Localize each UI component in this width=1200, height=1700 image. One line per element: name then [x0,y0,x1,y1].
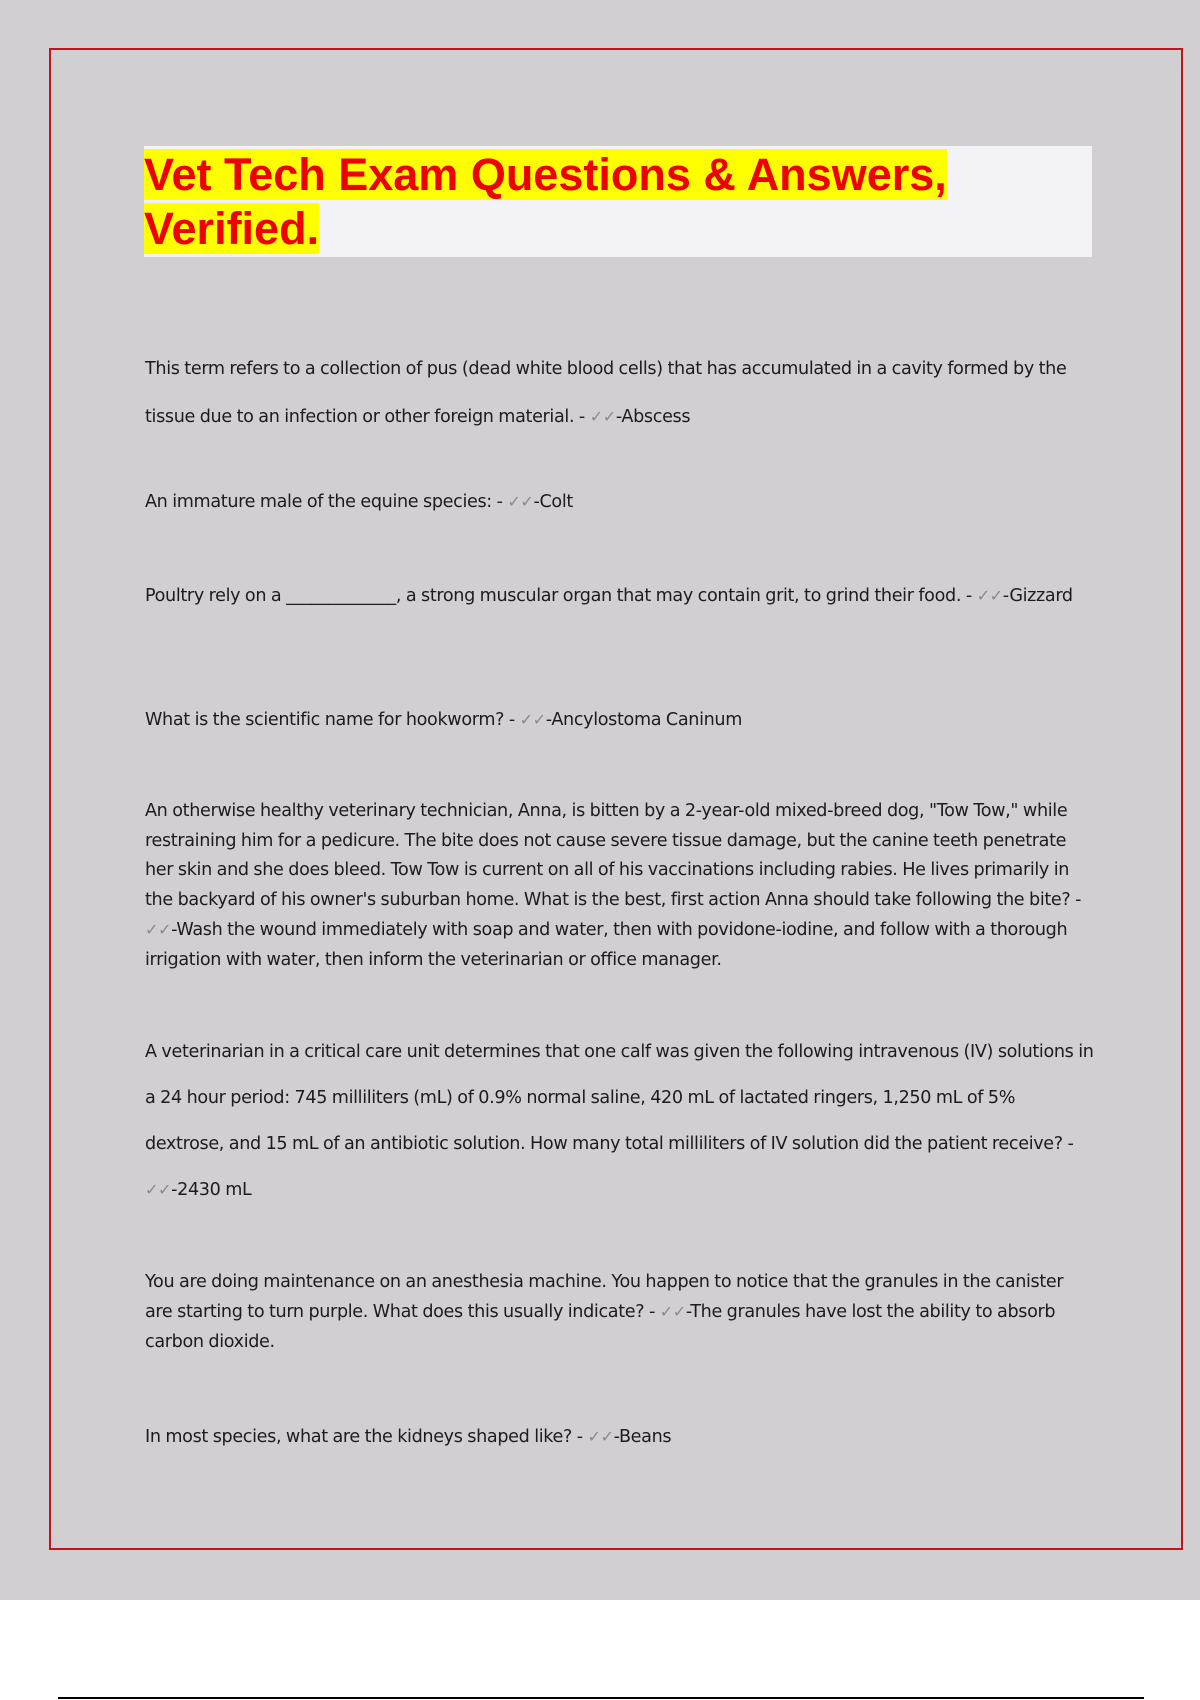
question-text: In most species, what are the kidneys shaped like? - [145,1427,583,1447]
answer-text: -Beans [613,1427,672,1447]
double-check-icon: ✓✓ [145,920,172,939]
question-text: A veterinarian in a critical care unit determines that one calf was given the following intravenous (IV) solutions in a 24 hour period: 745 milliliters (mL) of 0.9% normal saline, 420 mL of lactated ringers, 1,250 mL of 5% dextrose, and 15 mL of an antibiotic solution. How many total milliliters of IV solution did the patient receive? - [145,1042,1094,1154]
qa-item-hookworm [145,707,1095,733]
qa-item-gizzard [145,581,1095,611]
question-text: This term refers to a collection of pus (dead white blood cells) that has accumulated in a cavity formed by the tissue due to an infection or other foreign material. - [145,359,1067,427]
document-title [144,148,1084,256]
answer-text: -Ancylostoma Caninum [545,710,743,730]
question-text: Poultry rely on a _____________, a strong muscular organ that may contain grit, to grind their food. - [145,586,972,606]
double-check-icon: ✓✓ [587,1427,614,1446]
qa-item-dog-bite [145,797,1095,975]
answer-text: -2430 mL [171,1180,252,1200]
double-check-icon: ✓✓ [145,1180,172,1199]
answer-text: -The granules have lost the ability to absorb carbon dioxide. [145,1302,1056,1352]
double-check-icon: ✓✓ [589,407,616,426]
qa-item-colt [145,489,1095,515]
qa-item-abscess [145,345,1095,441]
question-text: You are doing maintenance on an anesthesia machine. You happen to notice that the granules in the canister are starting to turn purple. What does this usually indicate? - [145,1272,1064,1322]
answer-text: -Wash the wound immediately with soap and water, then with povidone-iodine, and follow with a thorough irrigation with water, then inform the veterinarian or office manager. [145,920,1068,970]
bottom-rule [58,1697,1144,1699]
qa-item-anesthesia [145,1267,1095,1357]
question-text: An immature male of the equine species: - [145,492,503,512]
answer-text: -Colt [533,492,573,512]
double-check-icon: ✓✓ [507,492,534,511]
question-text: What is the scientific name for hookworm? - [145,710,515,730]
double-check-icon: ✓✓ [976,586,1003,605]
answer-text: -Abscess [615,407,691,427]
double-check-icon: ✓✓ [659,1302,686,1321]
title-highlight: Vet Tech Exam Questions & Answers, Verified. [144,149,947,254]
answer-text: -Gizzard [1002,586,1073,606]
qa-item-iv-solution [145,1029,1095,1213]
double-check-icon: ✓✓ [519,710,546,729]
qa-item-kidneys [145,1424,1095,1450]
question-text: An otherwise healthy veterinary technician, Anna, is bitten by a 2-year-old mixed-breed dog, "Tow Tow," while restraining him for a pedicure. The bite does not cause severe tissue damage, but the canine teeth penetrate her skin and she does bleed. Tow Tow is current on all of his vaccinations including rabies. He lives primarily in the backyard of his owner's suburban home. What is the best, first action Anna should take following the bite? - [145,801,1082,910]
